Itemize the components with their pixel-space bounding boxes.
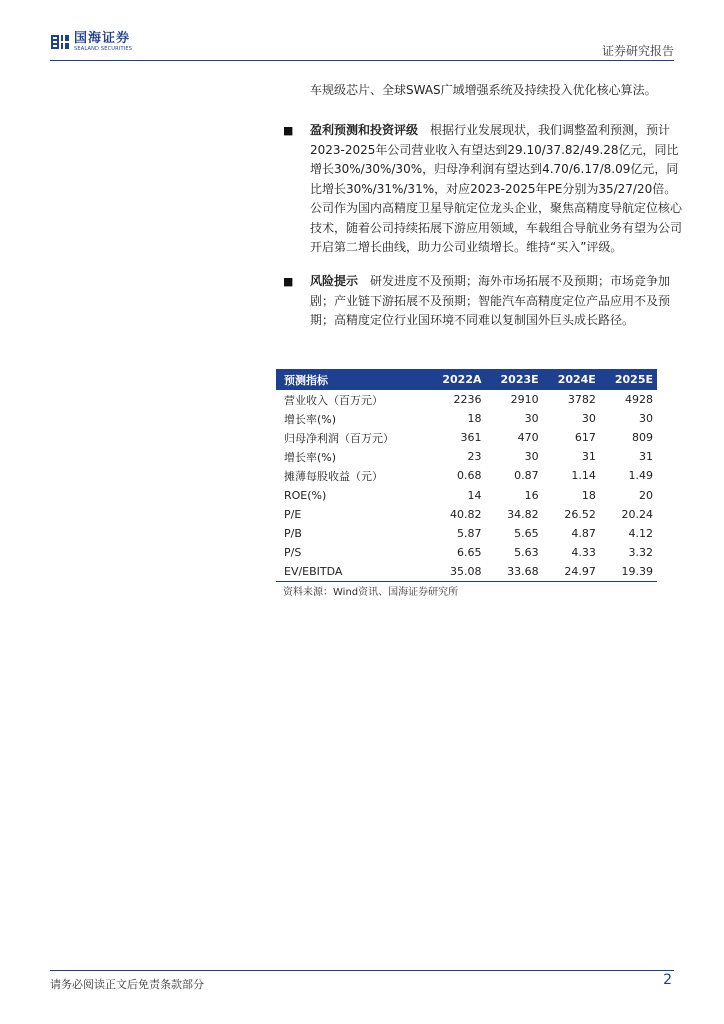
value-cell: 0.87 xyxy=(514,469,539,483)
value-cell: 3782 xyxy=(567,393,596,407)
value-cell: 20.24 xyxy=(621,507,653,521)
row-label-cell: P/B xyxy=(284,526,302,540)
value-cell: 23 xyxy=(467,450,482,464)
table-row xyxy=(276,466,657,485)
report-type-label: 证券研究报告 xyxy=(601,44,674,58)
company-logo xyxy=(50,32,132,52)
value-cell: 4.33 xyxy=(571,545,596,559)
value-cell: 4.12 xyxy=(628,526,653,540)
row-label-cell: 摊薄每股收益（元） xyxy=(284,469,383,483)
footer-divider xyxy=(50,970,674,971)
value-cell: 40.82 xyxy=(450,507,482,521)
value-cell: 20 xyxy=(639,488,653,502)
value-cell: 1.49 xyxy=(628,469,653,483)
data-source-note: 资料来源：Wind资讯、国海证券研究所 xyxy=(283,587,459,598)
value-cell: 26.52 xyxy=(564,507,596,521)
sealand-logo-icon xyxy=(50,32,70,52)
table-row xyxy=(276,447,657,466)
financial-forecast-table xyxy=(276,369,657,582)
value-cell: 5.63 xyxy=(514,545,539,559)
logo-english-name: SEALAND SECURITIES xyxy=(74,46,133,52)
table-header-cell: 2022A xyxy=(427,369,485,390)
value-cell: 2236 xyxy=(453,393,482,407)
table-row xyxy=(276,505,657,524)
value-cell: 31 xyxy=(639,450,653,464)
value-cell: 809 xyxy=(632,431,653,445)
value-cell: 617 xyxy=(574,431,596,445)
value-cell: 3.32 xyxy=(628,545,653,559)
header-divider xyxy=(50,60,674,61)
row-label-cell: EV/EBITDA xyxy=(276,562,427,582)
table-row xyxy=(276,524,657,543)
table-header-cell: 2024E xyxy=(543,369,600,390)
value-cell: 30 xyxy=(524,450,539,464)
disclaimer-note: 请务必阅读正文后免责条款部分 xyxy=(50,978,204,991)
value-cell: 18 xyxy=(581,488,596,502)
value-cell: 30 xyxy=(581,412,596,426)
forecast-paragraph xyxy=(310,121,682,258)
table-row xyxy=(276,428,657,447)
value-cell: 19.39 xyxy=(600,562,657,582)
table-row xyxy=(276,562,657,582)
table-header-row xyxy=(276,369,657,390)
row-label-cell: ROE(%) xyxy=(284,488,327,502)
table-header-cell: 2025E xyxy=(600,369,657,390)
page-number: 2 xyxy=(663,972,672,988)
row-label-cell: P/S xyxy=(284,545,302,559)
value-cell: 14 xyxy=(467,488,482,502)
page-header xyxy=(50,30,674,60)
logo-chinese-name: 国海证券 xyxy=(74,31,131,46)
value-cell: 24.97 xyxy=(543,562,600,582)
value-cell: 30 xyxy=(639,412,653,426)
forecast-label: 盈利预测和投资评级 xyxy=(310,123,419,137)
table-row xyxy=(276,409,657,428)
value-cell: 6.65 xyxy=(457,545,482,559)
table-header-cell: 预测指标 xyxy=(276,369,427,390)
risk-text: 研发进度不及预期；海外市场拓展不及预期；市场竞争加剧；产业链下游拓展不及预期；智能汽车高精度定位产品应用不及预期；高精度定位行业国环境不同难以复制国外巨头成长路径。 xyxy=(310,274,671,327)
row-label-cell: 归母净利润（百万元） xyxy=(284,431,394,445)
value-cell: 0.68 xyxy=(457,469,482,483)
value-cell: 31 xyxy=(581,450,596,464)
square-bullet-icon: ■ xyxy=(283,275,294,288)
value-cell: 4.87 xyxy=(571,526,596,540)
value-cell: 5.65 xyxy=(514,526,539,540)
row-label-cell: 营业收入（百万元） xyxy=(284,393,383,407)
table-row xyxy=(276,390,657,409)
row-label-cell: 增长率(%) xyxy=(284,450,337,464)
value-cell: 361 xyxy=(460,431,482,445)
value-cell: 34.82 xyxy=(507,507,539,521)
value-cell: 4928 xyxy=(625,393,653,407)
row-label-cell: P/E xyxy=(284,507,302,521)
value-cell: 1.14 xyxy=(571,469,596,483)
value-cell: 2910 xyxy=(510,393,539,407)
table-row xyxy=(276,485,657,504)
risk-label: 风险提示 xyxy=(310,274,359,288)
table-row xyxy=(276,543,657,562)
risk-paragraph xyxy=(310,272,682,331)
square-bullet-icon: ■ xyxy=(283,124,294,137)
value-cell: 16 xyxy=(524,488,539,502)
row-label-cell: 增长率(%) xyxy=(284,412,337,426)
value-cell: 35.08 xyxy=(427,562,485,582)
value-cell: 30 xyxy=(524,412,539,426)
forecast-text: 根据行业发展现状，我们调整盈利预测，预计2023-2025年公司营业收入有望达到29.10/37.82/49.28亿元，同比增长30%/30%/30%，归母净利润有望达到4.70/6.17/8.09亿元，同比增长30%/31%/31%，对应2023-2025年PE分别为35/27/20倍。公司作为国内高精度卫星导航定位龙头企业，聚焦高精度导航定位核心技术，随着公司持续拓展下游应用领域，车载组合导航业务有望为公司开启第二增长曲线，助力公司业绩增长。维持“买入”评级。 xyxy=(310,123,683,254)
table-header-cell: 2023E xyxy=(486,369,543,390)
value-cell: 33.68 xyxy=(486,562,543,582)
value-cell: 5.87 xyxy=(457,526,482,540)
value-cell: 18 xyxy=(467,412,482,426)
intro-paragraph: 车规级芯片、全球SWAS广域增强系统及持续投入优化核心算法。 xyxy=(310,83,657,97)
value-cell: 470 xyxy=(517,431,539,445)
